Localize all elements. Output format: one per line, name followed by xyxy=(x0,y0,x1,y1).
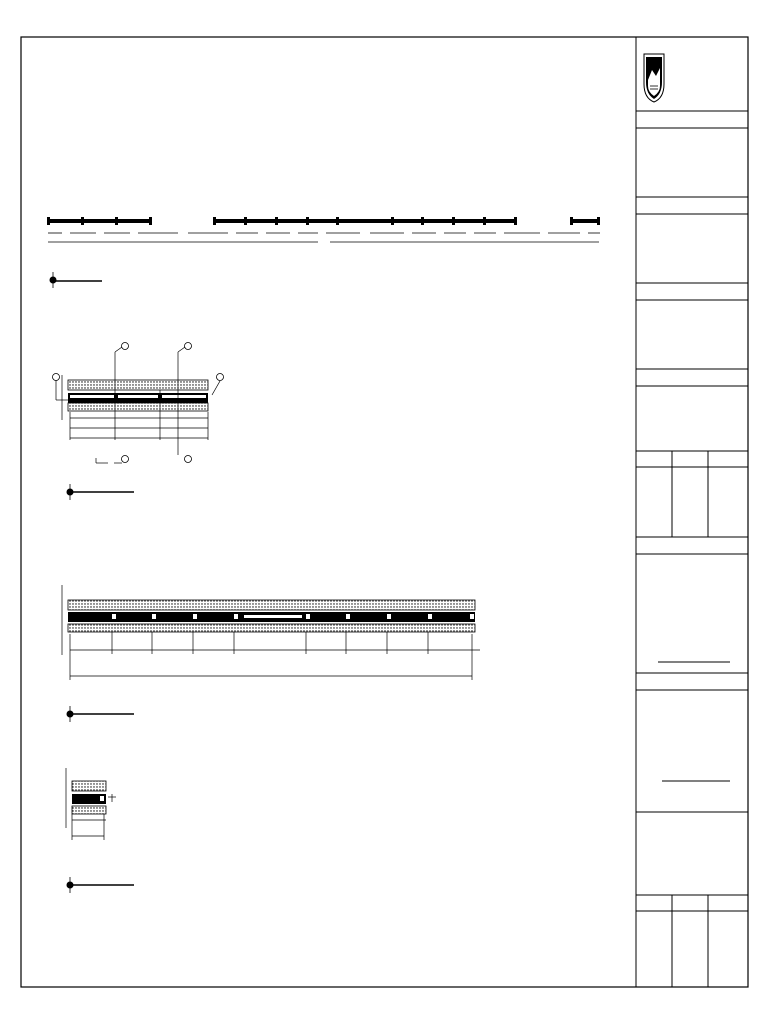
crest-logo-icon xyxy=(644,54,664,102)
header-scale-bars xyxy=(47,217,600,242)
sheet-border xyxy=(21,37,748,987)
detail-label-4 xyxy=(67,877,135,893)
section-two xyxy=(62,585,480,680)
section-three xyxy=(66,768,116,840)
detail-label-1 xyxy=(50,272,103,288)
detail-label-2 xyxy=(67,484,135,500)
title-block xyxy=(636,37,748,987)
section-one xyxy=(53,343,224,464)
detail-label-3 xyxy=(67,706,135,722)
